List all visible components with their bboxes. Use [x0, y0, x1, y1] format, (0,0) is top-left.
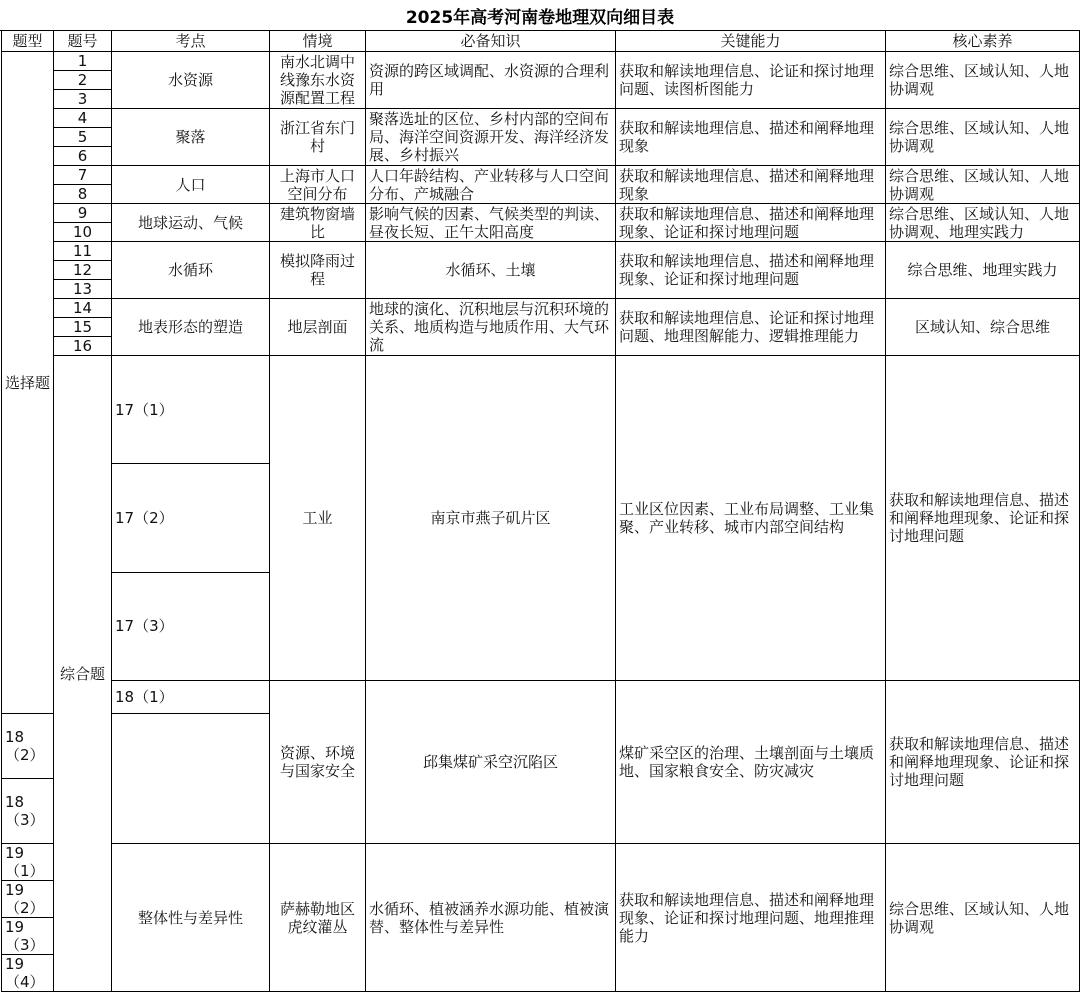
context-cell: 邱集煤矿采空沉陷区	[366, 681, 616, 844]
question-number: 7	[54, 166, 112, 185]
question-number: 17（2）	[112, 464, 270, 572]
context-cell: 上海市人口空间分布	[270, 166, 366, 204]
question-number: 17（1）	[112, 356, 270, 464]
ability-cell: 获取和解读地理信息、描述和阐释地理现象	[616, 166, 886, 204]
ability-cell: 获取和解读地理信息、描述和阐释地理现象、论证和探讨地理问题	[886, 356, 1080, 681]
question-number: 6	[54, 147, 112, 166]
context-cell: 南水北调中线豫东水资源配置工程	[270, 52, 366, 109]
table-row	[2, 844, 1080, 881]
topic-cell: 地表形态的塑造	[112, 299, 270, 356]
literacy-cell: 区域认知、综合思维	[886, 299, 1080, 356]
question-number: 19（3）	[2, 918, 54, 955]
question-number: 18（1）	[112, 681, 270, 714]
topic-cell: 聚落	[112, 109, 270, 166]
ability-cell: 获取和解读地理信息、描述和阐释地理现象、论证和探讨地理问题、地理推理能力	[616, 844, 886, 992]
question-number: 3	[54, 90, 112, 109]
context-cell: 建筑物窗墙比	[270, 204, 366, 242]
header-literacy: 核心素养	[886, 31, 1080, 52]
knowledge-cell: 水循环、土壤	[366, 242, 616, 299]
type-choice: 选择题	[2, 52, 54, 714]
question-number: 5	[54, 128, 112, 147]
question-number: 16	[54, 337, 112, 356]
literacy-cell: 综合思维、区域认知、人地协调观	[886, 166, 1080, 204]
question-number: 14	[54, 299, 112, 318]
header-type: 题型	[2, 31, 54, 52]
table-row	[2, 242, 1080, 261]
ability-cell: 获取和解读地理信息、论证和探讨地理问题、地理图解能力、逻辑推理能力	[616, 299, 886, 356]
question-number: 10	[54, 223, 112, 242]
table-row	[2, 52, 1080, 71]
question-number: 19（1）	[2, 844, 54, 881]
ability-cell: 获取和解读地理信息、描述和阐释地理现象、论证和探讨地理问题	[886, 681, 1080, 844]
specification-table	[1, 30, 1080, 992]
question-number: 11	[54, 242, 112, 261]
question-number: 9	[54, 204, 112, 223]
context-cell: 浙江省东门村	[270, 109, 366, 166]
table-row	[2, 204, 1080, 223]
knowledge-cell: 水循环、植被涵养水源功能、植被演替、整体性与差异性	[366, 844, 616, 992]
literacy-cell: 综合思维、区域认知、人地协调观、地理实践力	[886, 204, 1080, 242]
context-cell: 地层剖面	[270, 299, 366, 356]
question-number: 18（2）	[2, 714, 54, 779]
literacy-cell: 综合思维、地理实践力	[886, 242, 1080, 299]
table-row	[2, 299, 1080, 318]
question-number: 19（2）	[2, 881, 54, 918]
question-number: 12	[54, 261, 112, 280]
table-row	[2, 356, 1080, 464]
question-number: 13	[54, 280, 112, 299]
topic-cell: 资源、环境与国家安全	[270, 681, 366, 844]
context-cell: 萨赫勒地区虎纹灌丛	[270, 844, 366, 992]
header-context: 情境	[270, 31, 366, 52]
topic-cell: 水资源	[112, 52, 270, 109]
header-topic: 考点	[112, 31, 270, 52]
knowledge-cell: 资源的跨区域调配、水资源的合理利用	[366, 52, 616, 109]
context-cell: 南京市燕子矶片区	[366, 356, 616, 681]
ability-cell: 获取和解读地理信息、描述和阐释地理现象、论证和探讨地理问题	[616, 242, 886, 299]
knowledge-cell: 人口年龄结构、产业转移与人口空间分布、产城融合	[366, 166, 616, 204]
knowledge-cell: 煤矿采空区的治理、土壤剖面与土壤质地、国家粮食安全、防灾减灾	[616, 681, 886, 844]
context-cell: 模拟降雨过程	[270, 242, 366, 299]
question-number: 4	[54, 109, 112, 128]
question-number: 8	[54, 185, 112, 204]
header-ability: 关键能力	[616, 31, 886, 52]
knowledge-cell: 聚落选址的区位、乡村内部的空间布局、海洋空间资源开发、海洋经济发展、乡村振兴	[366, 109, 616, 166]
question-number: 19（4）	[2, 955, 54, 992]
ability-cell: 获取和解读地理信息、描述和阐释地理现象、论证和探讨地理问题	[616, 204, 886, 242]
type-comprehensive: 综合题	[54, 356, 112, 992]
question-number: 2	[54, 71, 112, 90]
topic-cell: 人口	[112, 166, 270, 204]
table-row	[2, 109, 1080, 128]
knowledge-cell: 影响气候的因素、气候类型的判读、昼夜长短、正午太阳高度	[366, 204, 616, 242]
knowledge-cell: 工业区位因素、工业布局调整、工业集聚、产业转移、城市内部空间结构	[616, 356, 886, 681]
ability-cell: 获取和解读地理信息、论证和探讨地理问题、读图析图能力	[616, 52, 886, 109]
table-title: 2025年高考河南卷地理双向细目表	[0, 0, 1080, 31]
literacy-cell: 综合思维、区域认知、人地协调观	[886, 109, 1080, 166]
literacy-cell: 综合思维、区域认知、人地协调观	[886, 844, 1080, 992]
header-number: 题号	[54, 31, 112, 52]
topic-cell: 整体性与差异性	[112, 844, 270, 992]
header-knowledge: 必备知识	[366, 31, 616, 52]
topic-cell: 水循环	[112, 242, 270, 299]
question-number: 15	[54, 318, 112, 337]
knowledge-cell: 地球的演化、沉积地层与沉积环境的关系、地质构造与地质作用、大气环流	[366, 299, 616, 356]
topic-cell: 工业	[270, 356, 366, 681]
ability-cell: 获取和解读地理信息、描述和阐释地理现象	[616, 109, 886, 166]
literacy-cell: 综合思维、区域认知、人地协调观	[886, 52, 1080, 109]
question-number: 1	[54, 52, 112, 71]
topic-cell: 地球运动、气候	[112, 204, 270, 242]
header-row	[2, 31, 1080, 52]
table-row	[2, 681, 1080, 714]
question-number: 17（3）	[112, 572, 270, 680]
question-number: 18（3）	[2, 779, 54, 844]
table-row	[2, 166, 1080, 185]
